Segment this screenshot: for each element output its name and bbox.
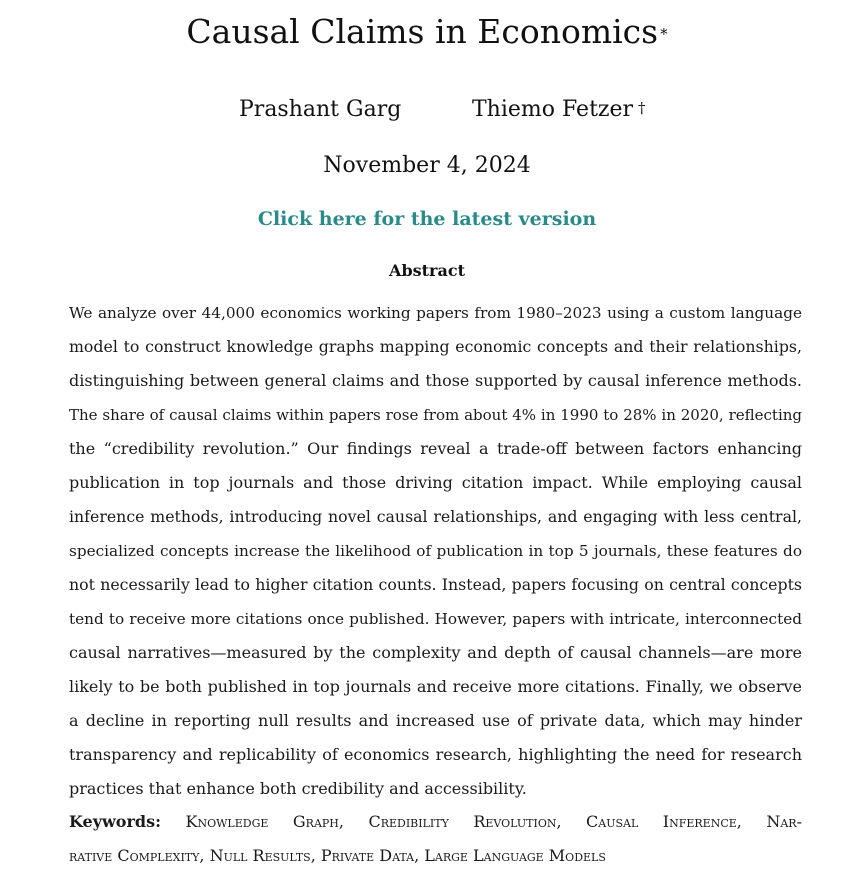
abstract-line: We analyze over 44,000 economics working papers from 1980–2023 using a custom language (69, 304, 802, 322)
keywords-line-1 (69, 808, 802, 842)
author-2-name: Thiemo Fetzer (472, 97, 634, 122)
abstract-body (69, 299, 802, 809)
title-text: Causal Claims in Economics (186, 12, 659, 51)
abstract-line: a decline in reporting null results and increased use of private data, which may hinder (69, 711, 802, 730)
title-footnote-mark: * (660, 25, 668, 43)
abstract-line: distinguishing between general claims and those supported by causal inference methods. (69, 371, 802, 390)
author-1 (239, 96, 401, 124)
abstract-heading: Abstract (389, 261, 465, 280)
author-2-footnote-mark: † (638, 99, 646, 117)
author-1-name: Prashant Garg (239, 97, 402, 122)
keywords-label: Keywords: (69, 812, 162, 831)
abstract-line: inference methods, introducing novel causal relationships, and engaging with less central, (69, 507, 802, 526)
latest-version-link[interactable]: Click here for the latest version (257, 208, 597, 230)
abstract-line: model to construct knowledge graphs mapping economic concepts and their relationships, (69, 337, 802, 356)
abstract-line: specialized concepts increase the likelihood of publication in top 5 journals, these features do (69, 542, 802, 560)
paper-title (0, 12, 854, 52)
abstract-line: not necessarily lead to higher citation counts. Instead, papers focusing on central concepts (69, 575, 802, 594)
publication-date: November 4, 2024 (323, 153, 531, 178)
keywords-section (69, 808, 802, 876)
abstract-line: likely to be both published in top journals and receive more citations. Finally, we observe (69, 677, 802, 696)
abstract-line: causal narratives—measured by the complexity and depth of causal channels—are more (69, 643, 802, 662)
keywords-line-2 (69, 842, 802, 876)
keywords-text-1: Knowledge Graph, Credibility Revolution, Causal Inference, Nar- (185, 812, 802, 831)
author-2 (472, 96, 646, 124)
keywords-text-2: rative Complexity, Null Results, Private Data, Large Language Models (69, 846, 606, 865)
abstract-line: tend to receive more citations once published. However, papers with intricate, interconnected (69, 610, 802, 628)
abstract-line: The share of causal claims within papers rose from about 4% in 1990 to 28% in 2020, reflecting (69, 406, 802, 424)
abstract-line: practices that enhance both credibility and accessibility. (69, 779, 527, 798)
abstract-line: the “credibility revolution.” Our findings reveal a trade-off between factors enhancing (69, 439, 802, 458)
abstract-line: transparency and replicability of economics research, highlighting the need for research (69, 745, 802, 764)
abstract-line: publication in top journals and those driving citation impact. While employing causal (69, 473, 802, 492)
